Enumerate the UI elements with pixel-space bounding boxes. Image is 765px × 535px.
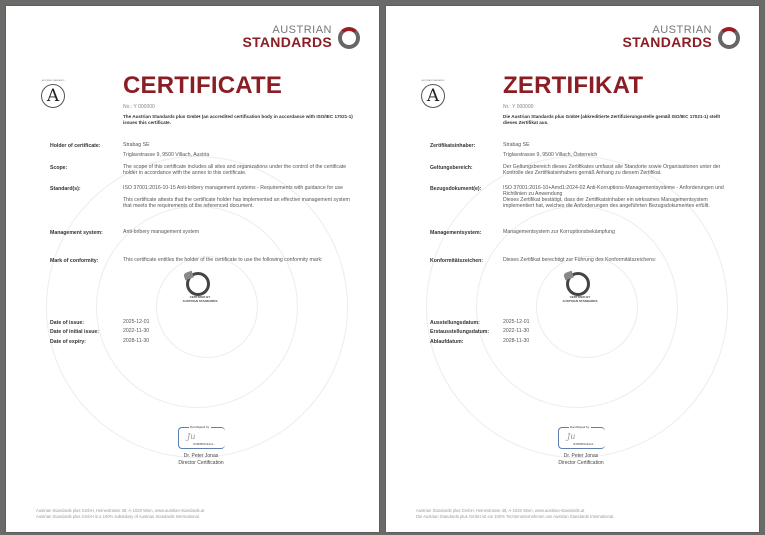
footer-line: Die Austrian Standards plus GmbH ist ein 100% Tochterunternehmen von Austrian Standards International. [416, 514, 615, 519]
mark-of-conformity-value: This certificate entitles the holder of the certificate to use the following conformity mark: [123, 257, 323, 263]
docusign-id: 0F9B8B8F2E4A4... [573, 443, 596, 446]
certificate-page [6, 6, 379, 532]
mark-text: CERTIFIED BY AUSTRIAN STANDARDS [182, 295, 218, 303]
docusign-header: DocuSigned by: [190, 425, 210, 429]
date-of-expiry: 2028-11-30 [123, 338, 150, 344]
logo-ring-icon [338, 27, 360, 49]
conformity-mark-icon [562, 268, 598, 304]
mark-of-conformity-label: Konformitätszeichen: [430, 258, 484, 264]
date-of-initial-issue: 2022-11-30 [503, 328, 530, 334]
austrian-standards-logo [244, 22, 364, 56]
date-of-initial-issue: 2022-11-30 [123, 328, 150, 334]
standards-label: Bezugsdokument(e): [430, 186, 482, 192]
footer-line: Austrian Standards plus GmbH is a 100% subsidiary of Austrian Standards International. [36, 514, 200, 519]
logo-ring-icon [718, 27, 740, 49]
scope-value: Der Geltungsbereich dieses Zertifikates umfasst alle Standorte sowie Organisationen unter der Kontrolle des Zertifikatsinhabers gemäß Anhang zu diesem Zertifikat. [503, 164, 721, 176]
date-of-expiry: 2028-11-30 [503, 338, 530, 344]
date-of-initial-issue-label: Date of initial issue: [50, 329, 100, 335]
seal-letter: A [41, 84, 65, 108]
signatory-role: Director Certification [558, 460, 604, 466]
accreditation-seal-icon [419, 80, 447, 112]
holder-label: Holder of certificate: [50, 143, 101, 149]
standards-label: Standard(s): [50, 186, 81, 192]
scope-value: The scope of this certificate includes all sites and organizations under the control of the certificate holder in accordance with the annex to this certificate. [123, 164, 347, 176]
logo-text-top: AUSTRIAN [272, 24, 332, 36]
logo-text-bottom: STANDARDS [622, 34, 712, 50]
logo-text-bottom: STANDARDS [242, 34, 332, 50]
date-of-issue: 2025-12-01 [123, 319, 150, 325]
mark-of-conformity-value: Dieses Zertifikat berechtigt zur Führung des Konformitätszeichens: [503, 257, 657, 263]
intro-statement: Die Austrian Standards plus GmbH (akkreditierte Zertifizierungsstelle gemäß ISO/IEC 17021-1) stellt dieses Zertifikat aus. [503, 114, 721, 125]
docusign-header: DocuSigned by: [570, 425, 590, 429]
attest-statement: Dieses Zertifikat bestätigt, dass der Zertifikatsinhaber ein wirksames Managementsystem implementiert hat, welches die Anforderungen des angeführten Bezugsdokumentes erfüllt. [503, 197, 710, 209]
standards-value: ISO 37001:2016-10+Amd1:2024-02 Anti-Korruptions-Managementsysteme - Anforderungen und Richtlinien zu Anwendung [503, 185, 724, 197]
seal-letter: A [421, 84, 445, 108]
seal-text: AUSTRIAN STANDARDS [41, 80, 65, 82]
footer-line: Austrian Standards plus GmbH, Heinestrasse 38, A-1020 Wien, www.austrian-standards.at [36, 508, 205, 513]
intro-statement: The Austrian Standards plus GmbH (an accredited certification body in accordance with ISO/IEC 17021-1) issues this certificate. [123, 114, 353, 125]
signature-box [558, 427, 605, 449]
signature-box [178, 427, 225, 449]
scope-label: Geltungsbereich: [430, 165, 473, 171]
certificate-title: ZERTIFIKAT [503, 72, 644, 99]
mark-text: CERTIFIED BY AUSTRIAN STANDARDS [562, 295, 598, 303]
management-system-label: Managementsystem: [430, 230, 482, 236]
certificate-number: No.: Y 000000 [123, 104, 155, 110]
seal-text: AUSTRIAN STANDARDS [421, 80, 445, 82]
accreditation-seal-icon [39, 80, 67, 112]
date-of-expiry-label: Ablaufdatum: [430, 339, 464, 345]
signatory-name: Dr. Peter Jonas [183, 453, 219, 459]
docusign-id: 0F9B8B8F2E4A4... [193, 443, 216, 446]
signatory-name: Dr. Peter Jonas [563, 453, 599, 459]
footer-line: Austrian Standards plus GmbH, Heinestrasse 38, A-1020 Wien, www.austrian-standards.at [416, 508, 585, 513]
austrian-standards-logo [624, 22, 744, 56]
date-of-issue: 2025-12-01 [503, 319, 530, 325]
holder-address: Triglavstrasse 9, 9500 Villach, Austria [123, 152, 210, 158]
signatory-role: Director Certification [178, 460, 224, 466]
conformity-mark-icon [182, 268, 218, 304]
holder-label: Zertifikatsinhaber: [430, 143, 476, 149]
holder-name: Strabag SE [123, 142, 150, 148]
date-of-issue-label: Date of issue: [50, 320, 85, 326]
scope-label: Scope: [50, 165, 68, 171]
certificate-page [386, 6, 759, 532]
date-of-initial-issue-label: Erstausstellungsdatum: [430, 329, 490, 335]
date-of-issue-label: Ausstellungsdatum: [430, 320, 480, 326]
handwritten-signature-icon: Ju [567, 432, 576, 441]
management-system-label: Management system: [50, 230, 103, 236]
standards-value: ISO 37001:2016-10-15 Anti-bribery management systems - Requirements with guidance for use [123, 185, 344, 191]
attest-statement: This certificate attests that the certificate holder has implemented an effective management system that meets the requirements of the referenced document. [123, 197, 350, 209]
logo-text-top: AUSTRIAN [652, 24, 712, 36]
holder-address: Triglavstrasse 9, 9500 Villach, Österreich [503, 152, 598, 158]
holder-name: Strabag SE [503, 142, 530, 148]
handwritten-signature-icon: Ju [187, 432, 196, 441]
certificate-title: CERTIFICATE [123, 72, 283, 99]
date-of-expiry-label: Date of expiry: [50, 339, 87, 345]
management-system-value: Anti-bribery management system [123, 229, 200, 235]
management-system-value: Managementsystem zur Korruptionsbekämpfung [503, 229, 615, 235]
mark-of-conformity-label: Mark of conformity: [50, 258, 99, 264]
certificate-number: Nr.: Y 000000 [503, 104, 534, 110]
